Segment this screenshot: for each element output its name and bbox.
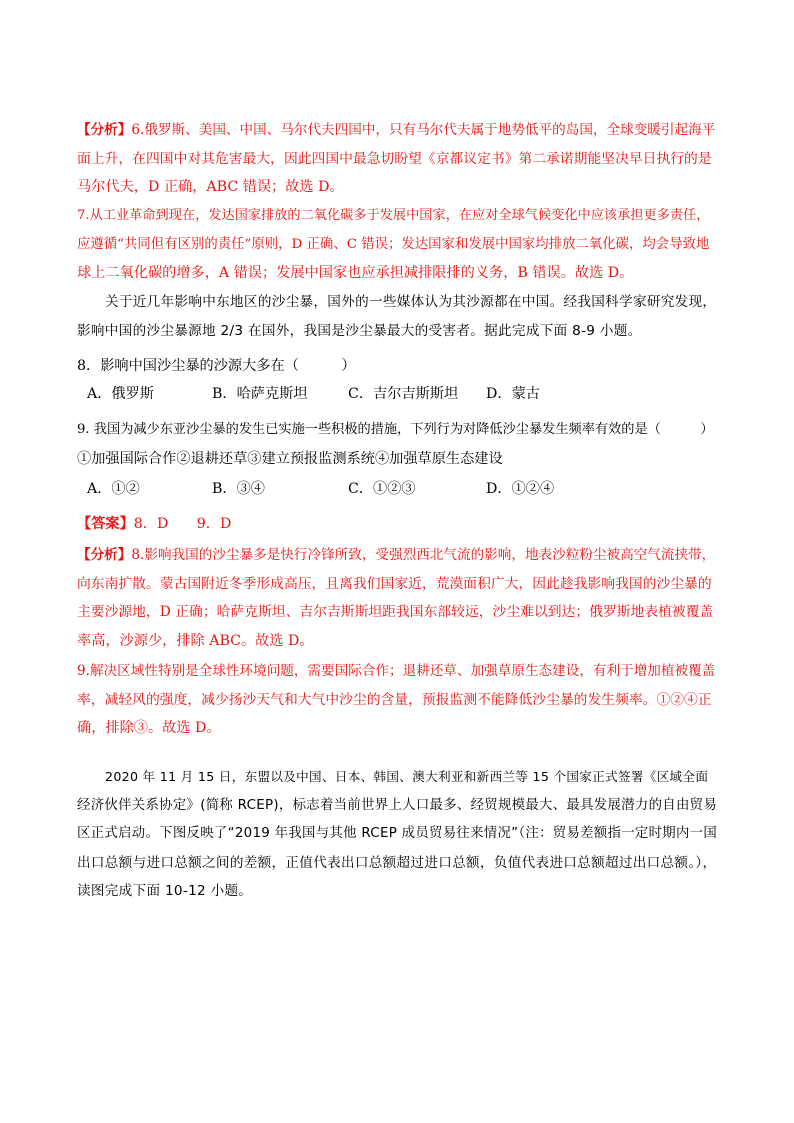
option-a: A．①② <box>87 481 140 497</box>
analysis-q8 <box>77 541 717 655</box>
question-8-stem <box>77 352 717 381</box>
question-8-options <box>77 383 717 411</box>
answer-block <box>77 510 717 539</box>
question-9-text: 9. 我国为减少东亚沙尘暴的发生已实施一些积极的措施，下列行为对降低沙尘暴发生频率有效的是（ ） <box>77 422 714 437</box>
material2-line-1: 2020 年 11 月 15 日，东盟以及中国、日本、韩国、澳大利亚和新西兰等 15 个国家正式签署《区域全面 <box>105 769 709 784</box>
analysis-q6 <box>77 116 717 202</box>
material-passage-q10-12 <box>77 763 717 906</box>
answer-label: 【答案】 <box>77 516 134 532</box>
analysis-q7-line-3: 球上二氧化碳的增多，A 错误；发展中国家也应承担减排限排的义务，B 错误。故选 D。 <box>77 265 634 282</box>
analysis-q8-line-1: 8.影响我国的沙尘暴多是快行冷锋所致，受强烈西北气流的影响，地表沙粒粉尘被高空气流挟带， <box>131 547 716 563</box>
analysis-q9 <box>77 657 717 743</box>
answer-text: 8．D 9．D <box>133 516 232 532</box>
analysis-label: 【分析】 <box>77 547 132 563</box>
option-d: D．①②④ <box>486 481 555 497</box>
material2-line-4: 出口总额与进口总额之间的差额，正值代表出口总额超过进口总额，负值代表进口总额超过出口总额。）， <box>77 854 717 871</box>
analysis-q6-line-3: 马尔代夫，D 正确，ABC 错误；故选 D。 <box>77 179 344 196</box>
analysis-q9-line-2: 率，减轻风的强度，减少扬沙天气和大气中沙尘的含量，预报监测不能降低沙尘暴的发生频率。①②④正 <box>77 691 712 708</box>
material2-line-5: 读图完成下面 10-12 小题。 <box>77 883 253 900</box>
option-b: B．③④ <box>212 481 265 497</box>
material-passage-line-2: 影响中国的沙尘暴源地 2/3 在国外，我国是沙尘暴最大的受害者。据此完成下面 8-9 小题。 <box>77 322 642 339</box>
option-c: C．①②③ <box>348 481 416 497</box>
option-d: D．蒙古 <box>486 386 540 402</box>
question-9-sub-items: ①加强国际合作②退耕还草③建立预报监测系统④加强草原生态建设 <box>77 450 503 467</box>
material2-line-2: 经济伙伴关系协定》(简称 RCEP)，标志着当前世界上人口最多、经贸规模最大、最具发展潜力的自由贸易 <box>77 797 718 813</box>
analysis-q9-line-1: 9.解决区域性特别是全球性环境问题，需要国际合作；退耕还草、加强草原生态建设，有利于增加植被覆盖 <box>77 663 716 679</box>
analysis-q7-line-2: 应遵循“共同但有区别的责任”原则，D 正确、C 错误；发达国家和发展中国家均排放二氧化碳，均会导致地 <box>77 236 710 252</box>
analysis-q7-line-1: 7.从工业革命到现在，发达国家排放的二氧化碳多于发展中国家，在应对全球气候变化中应该承担更多责任， <box>77 208 710 223</box>
material2-line-3: 区正式启动。下图反映了“2019 年我国与其他 RCEP 成员贸易往来情况”（注：贸易差额指一定时期内一国 <box>77 826 718 842</box>
material-passage-line-1: 关于近几年影响中东地区的沙尘暴，国外的一些媒体认为其沙源都在中国。经我国科学家研究发现， <box>105 294 717 310</box>
analysis-q8-line-4: 率高，沙源少，排除 ABC。故选 D。 <box>77 632 314 649</box>
analysis-q8-line-3: 主要沙源地，D 正确；哈萨克斯坦、吉尔吉斯斯坦距我国东部较远，沙尘难以到达；俄罗斯地表植被覆盖 <box>77 604 714 621</box>
option-c: C．吉尔吉斯斯坦 <box>348 386 459 402</box>
analysis-label: 【分析】 <box>77 122 132 138</box>
option-b: B．哈萨克斯坦 <box>212 386 308 402</box>
question-9-options <box>77 478 717 506</box>
analysis-q6-line-1: 6.俄罗斯、美国、中国、马尔代夫四国中，只有马尔代夫属于地势低平的岛国，全球变暖引起海平 <box>131 122 716 138</box>
option-a: A．俄罗斯 <box>87 386 154 402</box>
analysis-q9-line-3: 确，排除③。故选 D。 <box>77 720 221 737</box>
analysis-q8-line-2: 向东南扩散。蒙古国附近冬季形成高压，且离我们国家近，荒漠面积广大，因此趁我影响我国的沙尘暴的 <box>77 575 712 592</box>
analysis-q6-line-2: 面上升，在四国中对其危害最大，因此四国中最急切盼望《京都议定书》第二承诺期能坚决早日执行的是 <box>77 150 712 167</box>
question-9-stem <box>77 416 717 473</box>
analysis-q7 <box>77 202 717 288</box>
question-8-text: 8．影响中国沙尘暴的沙源大多在（ ） <box>77 358 356 374</box>
material-passage-q8-9 <box>77 288 717 345</box>
